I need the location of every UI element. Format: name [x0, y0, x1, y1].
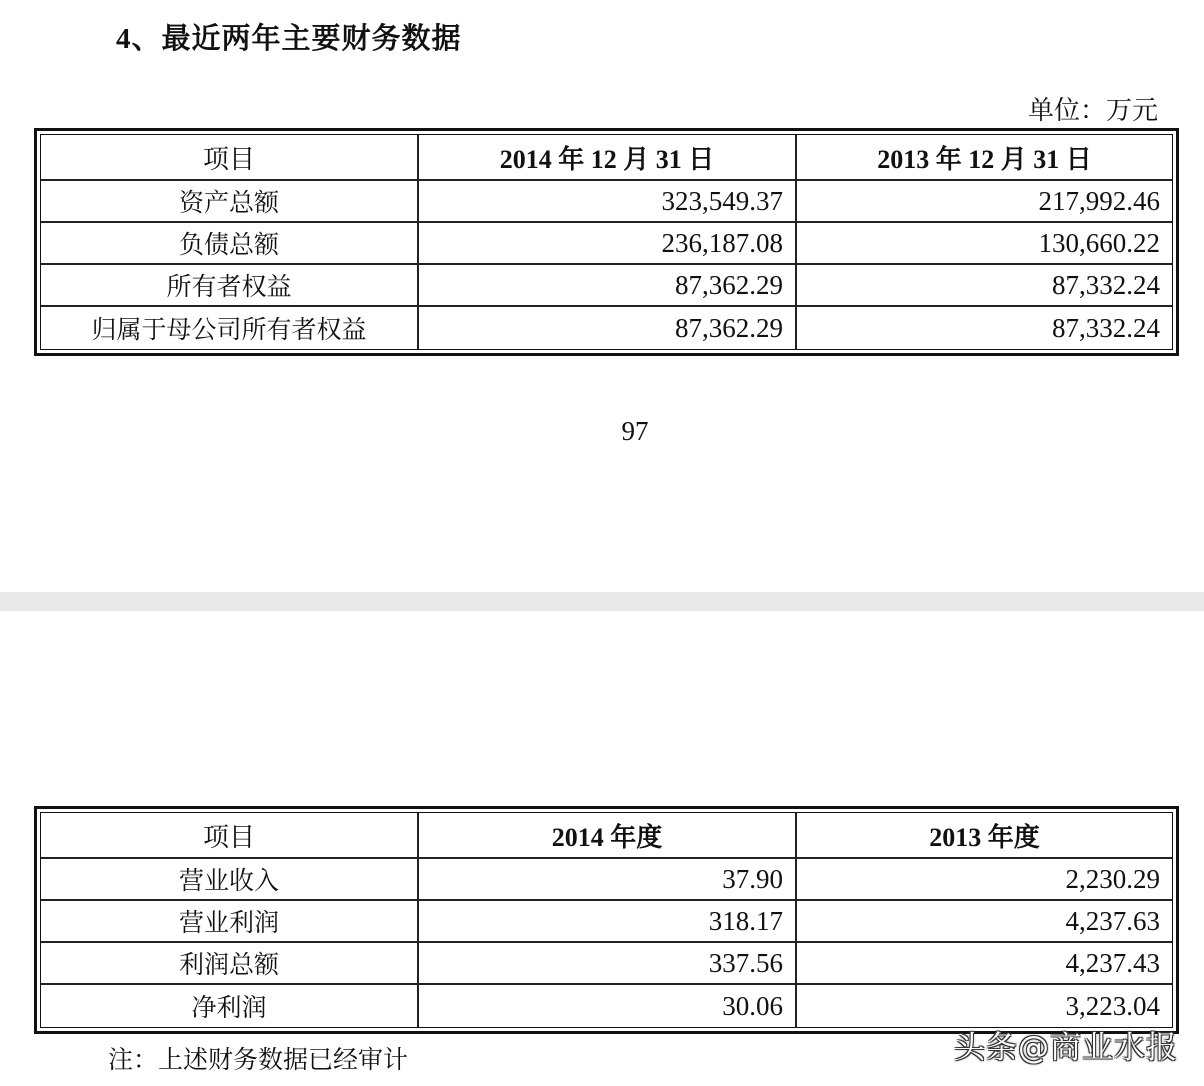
row-label: 负债总额 — [41, 223, 419, 265]
row-label: 净利润 — [41, 985, 419, 1027]
table-header-row — [41, 813, 1172, 859]
value-2014: 87,362.29 — [419, 265, 797, 307]
column-header-item: 项目 — [41, 813, 419, 859]
value-2013: 4,237.63 — [797, 901, 1172, 943]
value-2014: 236,187.08 — [419, 223, 797, 265]
value-2013: 217,992.46 — [797, 181, 1172, 223]
column-header-2013: 2013 年度 — [797, 813, 1172, 859]
value-2013: 2,230.29 — [797, 859, 1172, 901]
value-2014: 30.06 — [419, 985, 797, 1027]
value-2013: 3,223.04 — [1065, 990, 1160, 1021]
row-label: 利润总额 — [41, 943, 419, 985]
row-label: 所有者权益 — [41, 265, 419, 307]
table-row — [41, 943, 1172, 985]
value-2013: 87,332.24 — [797, 265, 1172, 307]
value-2014: 337.56 — [419, 943, 797, 985]
page-number: 97 — [621, 416, 649, 446]
value-2014: 318.17 — [419, 901, 797, 943]
table-row — [41, 265, 1172, 307]
footnote: 注：上述财务数据已经审计 — [108, 1045, 409, 1074]
table-row — [41, 223, 1172, 265]
row-label: 资产总额 — [41, 181, 419, 223]
row-label: 归属于母公司所有者权益 — [41, 307, 419, 349]
column-header-2013: 2013 年 12 月 31 日 — [797, 135, 1172, 181]
value-2014: 323,549.37 — [419, 181, 797, 223]
table-row — [41, 901, 1172, 943]
balance-sheet-table — [34, 128, 1179, 356]
column-header-2014: 2014 年度 — [419, 813, 797, 859]
unit-label: 单位：万元 — [1027, 96, 1158, 126]
value-2013: 4,237.43 — [797, 943, 1172, 985]
value-2013: 130,660.22 — [797, 223, 1172, 265]
section-heading: 4、最近两年主要财务数据 — [116, 23, 462, 55]
watermark-text: 头条@商业水报 — [954, 1030, 1178, 1066]
value-2013: 87,332.24 — [1052, 312, 1160, 343]
table-header-row — [41, 135, 1172, 181]
row-label: 营业利润 — [41, 901, 419, 943]
table-row — [41, 181, 1172, 223]
income-statement-table — [34, 806, 1179, 1034]
column-header-2014: 2014 年 12 月 31 日 — [419, 135, 797, 181]
column-header-item: 项目 — [41, 135, 419, 181]
value-2014: 37.90 — [419, 859, 797, 901]
row-label: 营业收入 — [41, 859, 419, 901]
table-row — [41, 307, 1172, 349]
page-divider — [0, 592, 1204, 611]
table-row — [41, 985, 1172, 1027]
value-2014: 87,362.29 — [419, 307, 797, 349]
table-row — [41, 859, 1172, 901]
